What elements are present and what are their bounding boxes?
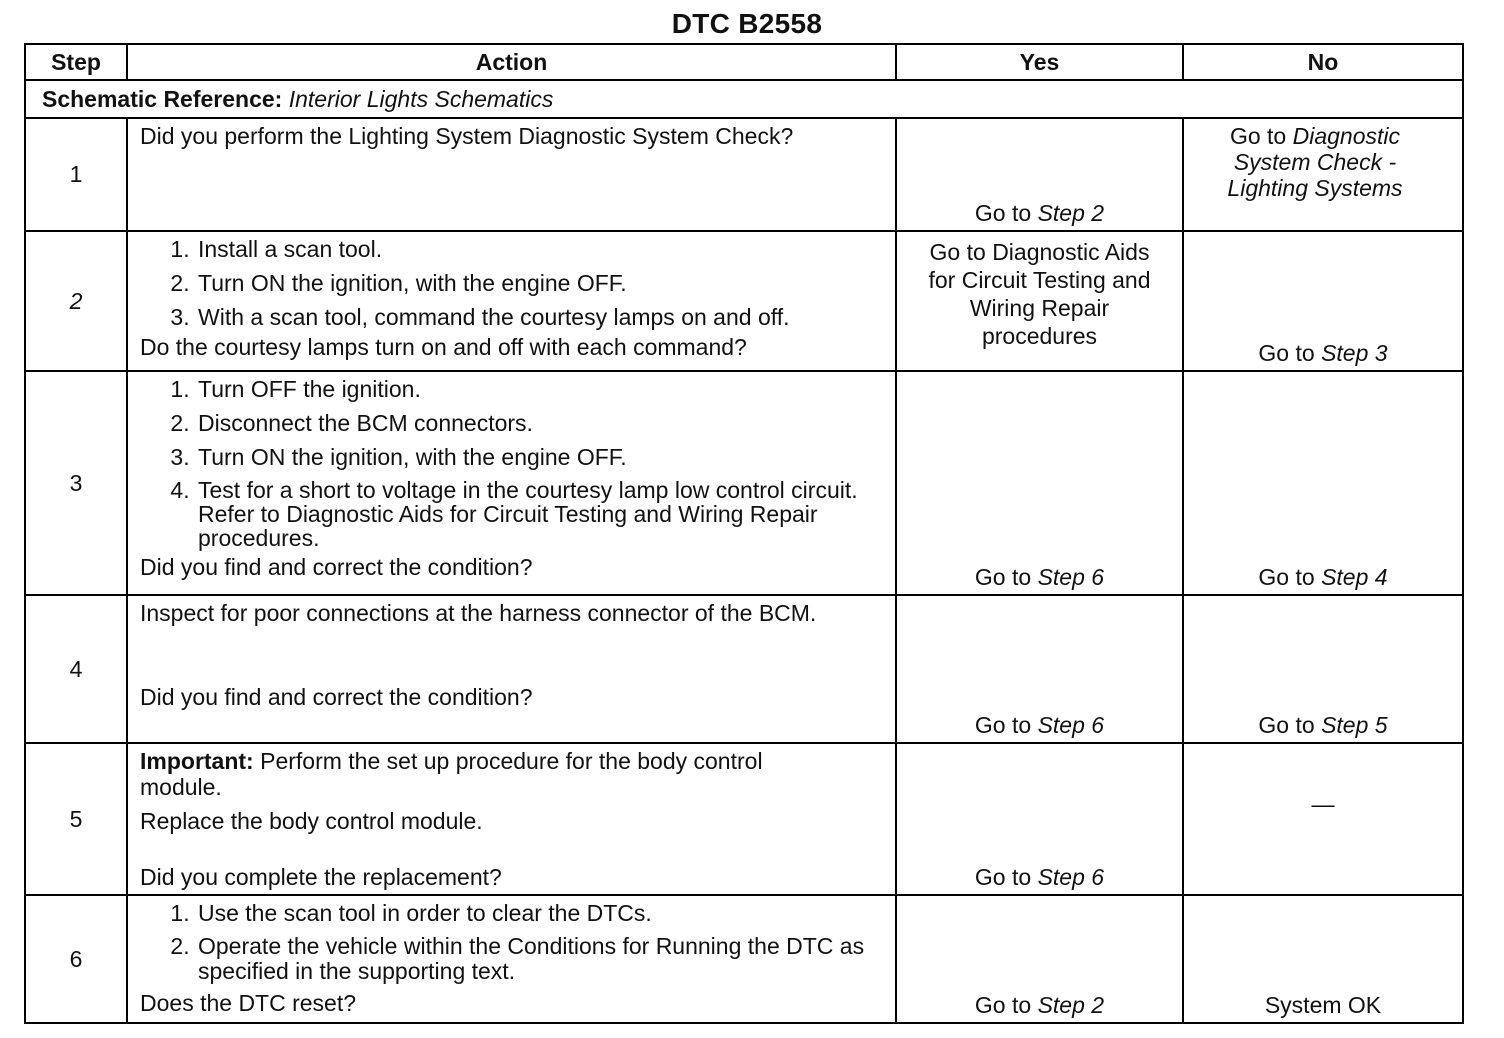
important-text: Perform the set up procedure for the body control module. [140, 748, 763, 800]
step-number-text: 2 [69, 287, 83, 314]
no-cell [1183, 371, 1463, 595]
no-cell [1183, 743, 1463, 895]
yes-step-link[interactable]: Step 2 [1037, 200, 1105, 226]
schematic-reference [25, 80, 1463, 118]
no-step-link[interactable]: Diagnostic System Check - Lighting Systems [1227, 123, 1403, 201]
table-row [25, 118, 1463, 231]
yes-cell [896, 231, 1183, 371]
list-item: 2. Turn ON the ignition, with the engine OFF. [196, 270, 885, 296]
yes-step-link[interactable]: Step 2 [1037, 992, 1105, 1018]
list-item: 2. Operate the vehicle within the Conditions for Running the DTC as specified in the supporting text. [196, 934, 885, 984]
action-header: Action [127, 44, 896, 80]
action-list [140, 236, 885, 330]
action-question: Did you find and correct the condition? [140, 554, 533, 580]
action-question: Does the DTC reset? [140, 990, 357, 1016]
no-cell [1183, 895, 1463, 1023]
action-list [140, 376, 885, 550]
no-step-link[interactable]: Step 4 [1321, 564, 1388, 590]
step-number [25, 231, 127, 371]
yes-cell [896, 743, 1183, 895]
yes-prefix: Go to [974, 864, 1032, 890]
no-cell [1183, 595, 1463, 743]
schematic-link[interactable]: Interior Lights Schematics [288, 85, 554, 112]
important-label: Important: [140, 748, 254, 774]
no-prefix: Go to [1229, 123, 1287, 149]
list-item: 1. Turn OFF the ignition. [196, 376, 885, 402]
action-text: Replace the body control module. [140, 808, 483, 834]
yes-cell [896, 371, 1183, 595]
table-row [25, 743, 1463, 895]
action-question: Did you complete the replacement? [140, 864, 502, 890]
yes-header: Yes [896, 44, 1183, 80]
yes-cell [896, 118, 1183, 231]
list-item: 2. Disconnect the BCM connectors. [196, 410, 885, 436]
list-item: 4. Test for a short to voltage in the courtesy lamp low control circuit. Refer to Diagnostic Aids for Circuit Testing and Wiring Repair procedures. [196, 478, 885, 550]
list-item: 1. Use the scan tool in order to clear the DTCs. [196, 900, 885, 926]
no-header: No [1183, 44, 1463, 80]
yes-prefix: Go to [974, 992, 1032, 1018]
action-text: Inspect for poor connections at the harness connector of the BCM. [140, 600, 817, 626]
header-row [25, 44, 1463, 80]
no-dash: — [1311, 791, 1335, 817]
step-number: 5 [25, 743, 127, 895]
step-number: 4 [25, 595, 127, 743]
yes-step-link[interactable]: Step 6 [1037, 712, 1105, 738]
table-row [25, 371, 1463, 595]
no-prefix: Go to [1258, 712, 1315, 738]
step-number: 6 [25, 895, 127, 1023]
action-cell [127, 743, 896, 895]
yes-text[interactable]: Go to Diagnostic Aids for Circuit Testing and Wiring Repair procedures [928, 239, 1151, 349]
table-row [25, 895, 1463, 1023]
diagnostic-table [24, 43, 1464, 1024]
table-row [25, 231, 1463, 371]
list-item: 3. With a scan tool, command the courtesy lamps on and off. [196, 304, 885, 330]
step-number: 1 [25, 118, 127, 231]
no-step-link[interactable]: Step 5 [1321, 712, 1388, 738]
list-item: 1. Install a scan tool. [196, 236, 885, 262]
action-list [140, 900, 885, 984]
action-cell [127, 371, 896, 595]
no-prefix: Go to [1258, 340, 1315, 366]
action-question: Did you find and correct the condition? [140, 684, 533, 710]
yes-prefix: Go to [974, 200, 1032, 226]
action-cell [127, 595, 896, 743]
yes-cell [896, 895, 1183, 1023]
no-cell [1183, 231, 1463, 371]
list-item: 3. Turn ON the ignition, with the engine OFF. [196, 444, 885, 470]
action-question: Do the courtesy lamps turn on and off with each command? [140, 334, 747, 360]
step-header: Step [25, 44, 127, 80]
action-cell [127, 895, 896, 1023]
action-cell [127, 231, 896, 371]
important-note [140, 748, 885, 800]
no-cell [1183, 118, 1463, 231]
schematic-label: Schematic Reference: [42, 85, 283, 112]
yes-cell [896, 595, 1183, 743]
no-text: System OK [1264, 992, 1382, 1018]
schematic-reference-row [25, 80, 1463, 118]
table-row [25, 595, 1463, 743]
page-title: DTC B2558 [671, 8, 823, 39]
yes-step-link[interactable]: Step 6 [1037, 864, 1105, 890]
yes-prefix: Go to [974, 712, 1032, 738]
no-prefix: Go to [1258, 564, 1315, 590]
yes-prefix: Go to [974, 564, 1032, 590]
yes-step-link[interactable]: Step 6 [1037, 564, 1105, 590]
step-number: 3 [25, 371, 127, 595]
action-text: Did you perform the Lighting System Diagnostic System Check? [140, 123, 794, 149]
action-cell [127, 118, 896, 231]
no-step-link[interactable]: Step 3 [1321, 340, 1388, 366]
